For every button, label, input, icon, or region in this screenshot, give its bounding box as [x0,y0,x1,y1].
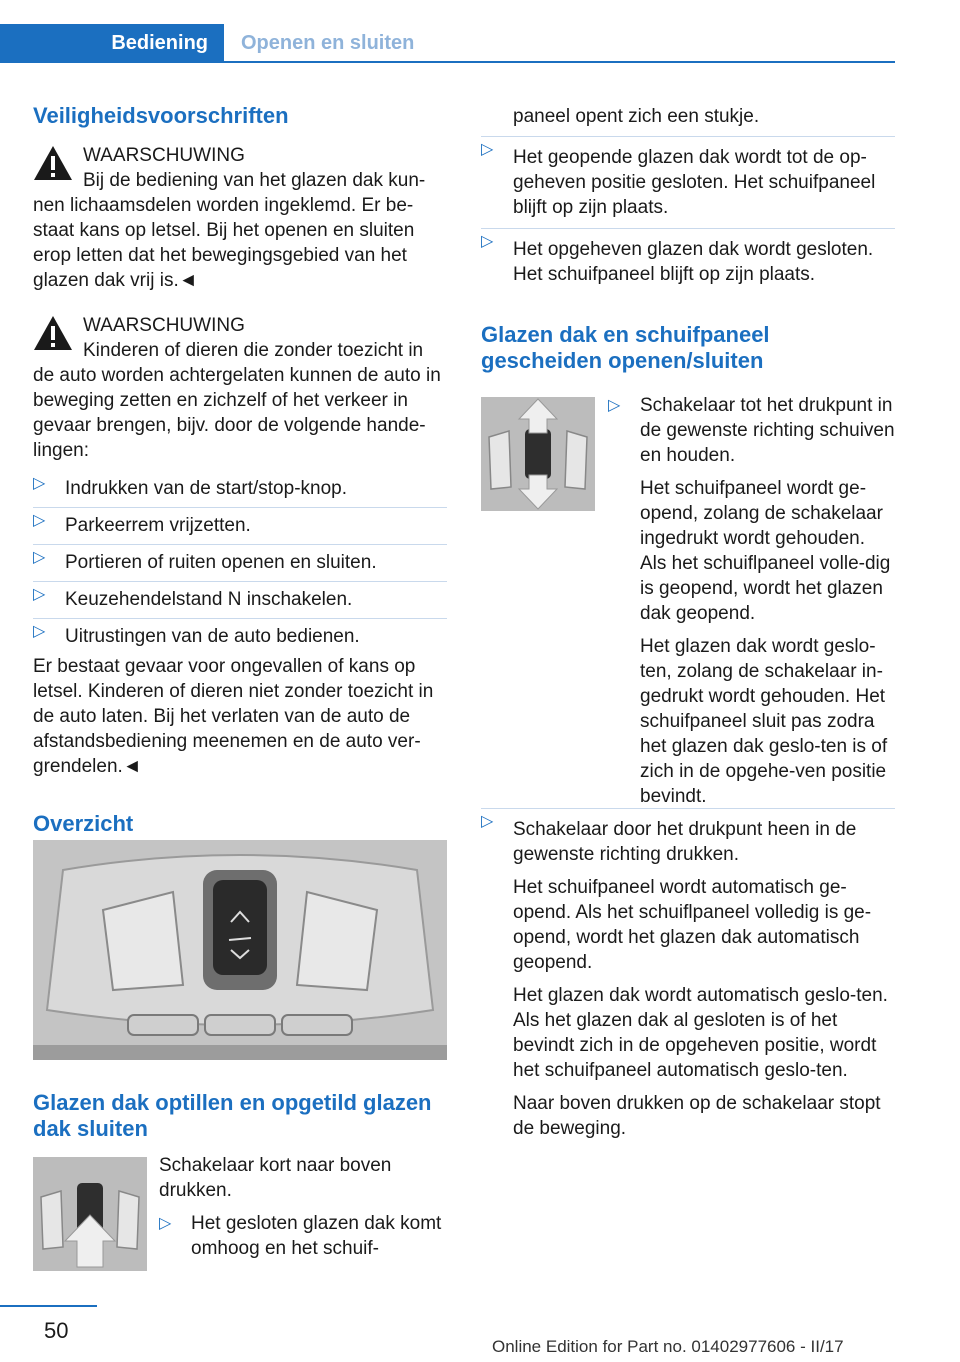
warning-triangle-icon [33,315,73,351]
list-item: ▷ Het opgeheven glazen dak wordt gesloten. Het schuifpaneel blijft op zijn plaats. [481,228,895,287]
list-item: ▷ Het gesloten glazen dak komt omhoog en het schuif- [159,1213,442,1259]
page-number: 50 [44,1318,69,1343]
separate-bullet2 [481,808,895,1141]
warning-block-2 [33,313,447,463]
lift-intro: Schakelaar kort naar boven drukken. [159,1155,392,1201]
separate-bullet1 [608,393,895,809]
list-item: ▷ Portieren of ruiten openen en sluiten. [33,544,447,581]
safety-closing-text: Er bestaat gevaar voor ongevallen of kans op letsel. Kinderen of dieren niet zonder toezicht in de auto laten. Bij het verlaten van de auto de afstandsbediening meenemen en de auto ver-grendelen.◄ [33,656,434,777]
triangle-bullet-icon: ▷ [33,475,46,492]
overhead-console-photo [33,840,447,1060]
warning-text-line1: Bij de bediening van het glazen dak kun- [83,170,426,191]
warning-title: WAARSCHUWING [83,315,245,336]
tab-bediening[interactable]: Bediening [0,24,224,63]
safety-heading: Veiligheidsvoorschriften [33,103,289,128]
list-item: ▷ Indrukken van de start/stop-knop. [33,471,447,507]
warning-block-1 [33,143,447,293]
footer-rule [0,1305,97,1307]
warning-triangle-icon [33,145,73,181]
list-item: ▷ Schakelaar tot het drukpunt in de gewenste richting schuiven en houden. Het schuifpaneel wordt ge-opend, zolang de schakelaar ingedrukt wordt gehouden. Als het schuiflpaneel volle-dig is geopend, wordt het glazen dak geopend. Het glazen dak wordt geslo-ten, zolang de schakelaar in-gedrukt wordt gehouden. Het schuifpaneel sluit pas zodra het glazen dak geslo-ten is of zich in de opgehe-ven positie bevindt. [608,395,895,807]
overhead-console-illustration [33,840,447,1060]
triangle-bullet-icon: ▷ [159,1215,172,1232]
switch-up-down-illustration [481,397,595,511]
list-item: ▷ Het geopende glazen dak wordt tot de op-geheven positie gesloten. Het schuifpaneel blijft op zijn plaats. [481,136,895,228]
switch-up-illustration [33,1157,147,1271]
triangle-bullet-icon: ▷ [481,813,494,830]
triangle-bullet-icon: ▷ [481,141,494,158]
triangle-bullet-icon: ▷ [608,397,621,414]
triangle-bullet-icon: ▷ [33,549,46,566]
list-item: ▷ Schakelaar door het drukpunt heen in de gewenste richting drukken. Het schuifpaneel wordt automatisch ge-opend. Als het schuiflpaneel volledig is ge-opend, wordt het glazen dak automatisch geopend. Het glazen dak wordt automatisch geslo-ten. Als het glazen dak al gesloten is of het bevindt zich in de opgeheven positie, wordt het schuifpaneel automatisch geslo-ten. Naar boven drukken op de schakelaar stopt de beweging. [481,808,895,1141]
triangle-bullet-icon: ▷ [33,512,46,529]
lift-text [159,1153,447,1261]
list-item: ▷ Uitrustingen van de auto bedienen. [33,618,447,654]
right-column [481,104,895,374]
lift-section [33,1090,447,1142]
edition-footer: Online Edition for Part no. 01402977606 - II/17 [492,1337,844,1356]
lift-bullet1-continued: paneel opent zich een stukje. [513,106,760,127]
triangle-bullet-icon: ▷ [33,623,46,640]
lift-heading: Glazen dak optillen en opgetild glazen dak sluiten [33,1090,432,1141]
switch-lift-photo [33,1157,147,1271]
header-rule [0,61,895,63]
triangle-bullet-icon: ▷ [33,586,46,603]
overview-heading: Overzicht [33,811,134,836]
warning-text: de auto worden achtergelaten kunnen de auto in beweging zetten en zichzelf of het verkeer in gevaar brengen, bijv. door de volgende hande-lingen: [33,365,441,461]
warning-text-line1: Kinderen of dieren die zonder toezicht in [83,340,424,361]
list-item: ▷ Parkeerrem vrijzetten. [33,507,447,544]
triangle-bullet-icon: ▷ [481,233,494,250]
safety-bullet-list [33,471,447,654]
warning-title: WAARSCHUWING [83,145,245,166]
warning-text: nen lichaamsdelen worden ingeklemd. Er be-staat kans op letsel. Bij het openen en sluiten erop letten dat het bewegingsgebied van het glazen dak vrij is.◄ [33,195,415,291]
list-item: ▷ Keuzehendelstand N inschakelen. [33,581,447,618]
separate-heading: Glazen dak en schuifpaneel gescheiden openen/sluiten [481,322,770,373]
left-column [33,103,447,837]
tab-openen-en-sluiten[interactable]: Openen en sluiten [241,32,415,54]
switch-slide-photo [481,397,595,511]
